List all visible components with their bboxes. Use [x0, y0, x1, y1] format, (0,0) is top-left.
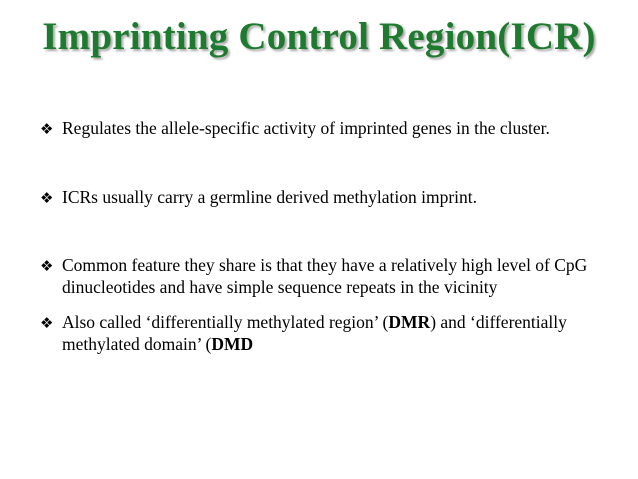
diamond-bullet-icon: ❖ [40, 257, 54, 275]
bullet-item [40, 255, 600, 298]
bullet-list [40, 118, 600, 355]
bullet-text-part: Also called ‘differentially methylated region’ ( [62, 312, 389, 332]
slide-title: Imprinting Control Region(ICR) [42, 15, 596, 58]
bullet-item [40, 312, 600, 355]
bullet-text: Regulates the allele-specific activity of imprinted genes in the cluster. [62, 118, 550, 138]
diamond-bullet-icon: ❖ [40, 314, 54, 332]
diamond-bullet-icon: ❖ [40, 120, 54, 138]
bullet-text-part: ) and ‘differentially methylated domain’ ( [62, 312, 567, 354]
bullet-text: Common feature they share is that they have a relatively high level of CpG dinucleotides and have simple sequence repeats in the vicinity [62, 255, 588, 297]
dmr-abbreviation: DMR [388, 312, 431, 332]
bullet-item [40, 118, 600, 140]
diamond-bullet-icon: ❖ [40, 188, 54, 207]
bullet-item [40, 187, 600, 209]
dmd-abbreviation: DMD [211, 333, 254, 354]
bullet-text: ICRs usually carry a germline derived methylation imprint. [62, 186, 478, 207]
